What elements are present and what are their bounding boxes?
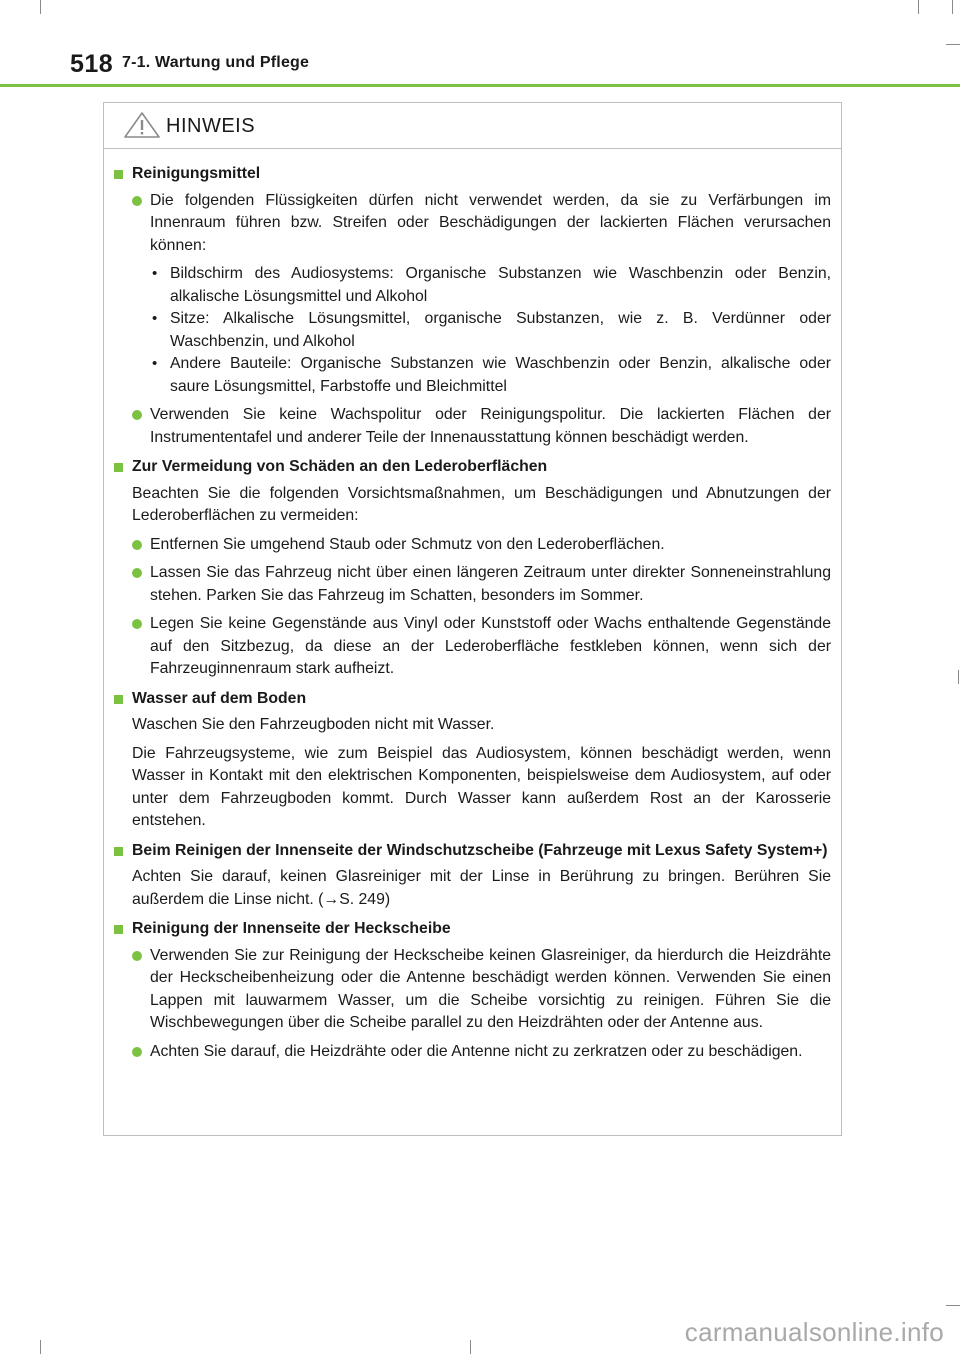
bullet-text: Verwenden Sie keine Wachspolitur oder Reinigungspolitur. Die lackierten Flächen der Instrumententafel und anderer Teile der Innenausstattung können beschädigt werden.: [150, 406, 831, 446]
sub-list-text: Andere Bauteile: Organische Substanzen wie Waschbenzin oder Benzin, alkalische oder saure Lösungsmittel, Farbstoffe und Bleichmittel: [170, 355, 831, 395]
round-bullet-icon: [132, 951, 142, 961]
round-bullet-icon: [132, 568, 142, 578]
small-dot-icon: •: [152, 265, 158, 282]
paragraph: Beachten Sie die folgenden Vorsichtsmaßnahmen, um Beschädigungen und Abnutzungen der Lederoberflächen zu vermeiden:: [132, 484, 831, 524]
crop-mark: [946, 1305, 960, 1306]
notice-section: [114, 840, 831, 912]
warning-triangle-icon: [122, 111, 162, 139]
crop-mark: [952, 0, 953, 14]
header-rule: [0, 84, 960, 87]
paragraph: Die Fahrzeugsysteme, wie zum Beispiel das Audiosystem, können beschädigt werden, wenn Wasser in Kontakt mit den elektrischen Komponenten, beispielsweise dem Audiosystem, auf oder unter dem Fahrzeugboden kommt. Durch Wasser kann außerdem Rost an der Karosserie entstehen.: [132, 744, 831, 829]
notice-section: [114, 688, 831, 833]
round-bullet-icon: [132, 410, 142, 420]
notice-box: [103, 102, 842, 1136]
bullet-text: Lassen Sie das Fahrzeug nicht über einen längeren Zeitraum unter direkter Sonneneinstrahlung stehen. Parken Sie das Fahrzeug im Schatten, besonders im Sommer.: [150, 564, 831, 604]
notice-section: [114, 456, 831, 681]
bullet-text: Achten Sie darauf, die Heizdrähte oder die Antenne nicht zu zerkratzen oder zu beschädigen.: [150, 1042, 803, 1060]
crop-mark: [40, 0, 41, 14]
sub-list-item: [114, 353, 831, 398]
sub-list-item: [114, 263, 831, 308]
round-bullet-icon: [132, 619, 142, 629]
square-bullet-icon: [114, 925, 123, 934]
bullet-item: [114, 562, 831, 607]
bullet-text: Legen Sie keine Gegenstände aus Vinyl oder Kunststoff oder Wachs enthaltende Gegenstände auf den Sitzbezug, da diese an der Lederoberfläche festkleben können, wenn sich der Fahrzeuginnenraum stark aufheizt.: [150, 615, 831, 677]
bullet-item: [114, 404, 831, 449]
notice-title: HINWEIS: [166, 115, 256, 137]
section-heading-text: Reinigung der Innenseite der Heckscheibe: [132, 920, 451, 937]
section-heading: [114, 688, 831, 711]
crop-mark: [40, 1340, 41, 1354]
section-heading: [114, 163, 831, 186]
round-bullet-icon: [132, 540, 142, 550]
page-number: 518: [70, 50, 114, 78]
square-bullet-icon: [114, 695, 123, 704]
paragraph: Waschen Sie den Fahrzeugboden nicht mit Wasser.: [132, 716, 495, 733]
round-bullet-icon: [132, 196, 142, 206]
section-title: 7-1. Wartung und Pflege: [122, 54, 310, 71]
bullet-text: Verwenden Sie zur Reinigung der Heckscheibe keinen Glasreiniger, da hierdurch die Heizdrähte der Heckscheibenheizung oder die Antenne beschädigt werden können. Verwenden Sie einen Lappen mit lauwarmem Wasser, um die Scheibe vorsichtig zu reinigen. Führen Sie die Wischbewegungen über die Scheibe parallel zu den Heizdrähten oder der Antenne aus.: [150, 946, 831, 1031]
section-heading-text: Reinigungsmittel: [132, 165, 261, 182]
square-bullet-icon: [114, 847, 123, 856]
notice-section: [114, 918, 831, 1063]
sub-list: [114, 263, 831, 398]
page-header: [70, 40, 960, 80]
small-dot-icon: •: [152, 310, 158, 327]
square-bullet-icon: [114, 170, 123, 179]
section-heading-text: Wasser auf dem Boden: [132, 689, 307, 707]
round-bullet-icon: [132, 1047, 142, 1057]
crop-mark: [918, 0, 919, 14]
crop-mark: [958, 670, 959, 684]
crop-mark: [470, 1340, 471, 1354]
section-heading: [114, 456, 831, 479]
notice-content: [114, 163, 831, 1070]
bullet-item: [114, 945, 831, 1035]
notice-section: [114, 163, 831, 449]
section-heading-text: Beim Reinigen der Innenseite der Windschutzscheibe (Fahrzeuge mit Lexus Safety System+): [132, 841, 828, 859]
watermark: carmanualsonline.info: [684, 1317, 944, 1347]
section-heading-text: Zur Vermeidung von Schäden an den Lederoberflächen: [132, 458, 548, 475]
bullet-item: [114, 190, 831, 258]
bullet-item: [114, 534, 831, 557]
bullet-text: Die folgenden Flüssigkeiten dürfen nicht verwendet werden, da sie zu Verfärbungen im Innenraum führen bzw. Streifen oder Beschädigungen der lackierten Flächen verursachen können:: [150, 191, 831, 254]
bullet-item: [114, 1041, 831, 1064]
paragraph: Achten Sie darauf, keinen Glasreiniger mit der Linse in Berührung zu bringen. Berühren Sie außerdem die Linse nicht. (→S. 249): [132, 868, 831, 908]
notice-header: [104, 103, 841, 149]
bullet-text: Entfernen Sie umgehend Staub oder Schmutz von den Lederoberflächen.: [150, 535, 665, 553]
sub-list-text: Sitze: Alkalische Lösungsmittel, organische Substanzen, wie z. B. Verdünner oder Waschbenzin, und Alkohol: [170, 310, 831, 350]
bullet-item: [114, 613, 831, 681]
section-heading: [114, 918, 831, 941]
sub-list-item: [114, 308, 831, 353]
section-heading: [114, 840, 831, 863]
small-dot-icon: •: [152, 355, 158, 372]
sub-list-text: Bildschirm des Audiosystems: Organische Substanzen wie Waschbenzin oder Benzin, alkalische Lösungsmittel und Alkohol: [170, 265, 831, 305]
square-bullet-icon: [114, 463, 123, 472]
